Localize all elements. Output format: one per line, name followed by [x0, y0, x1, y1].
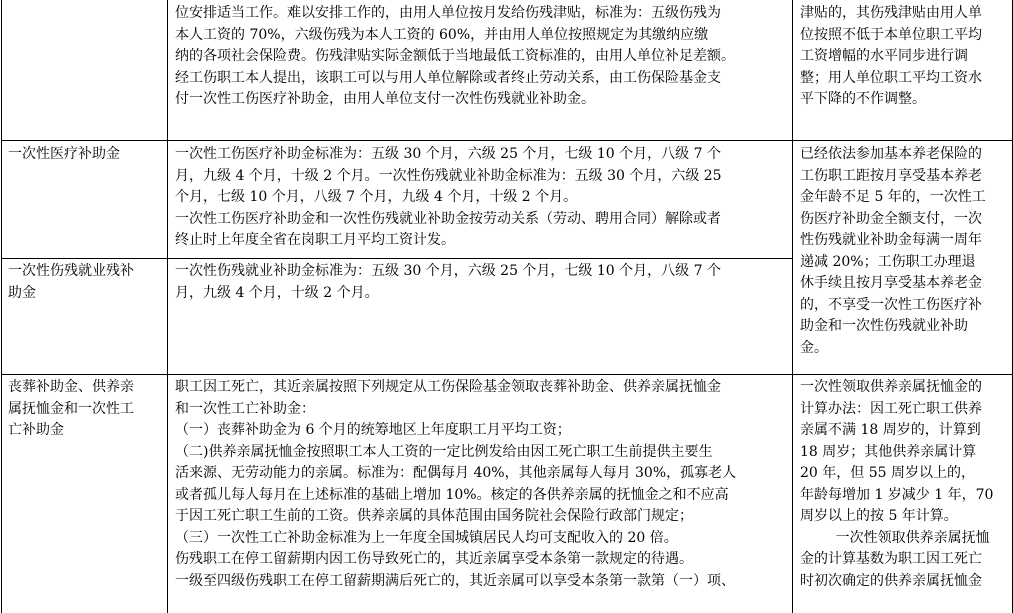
row-label-medical-subsidy: 一次性医疗补助金 [8, 146, 120, 162]
row-label-continuation [8, 3, 163, 137]
column-divider-2 [792, 0, 793, 613]
row-content-employment-subsidy: 一次性伤残就业补助金标准为：五级 30 个月，六级 25 个月，七级 10 个月，八级 7 个 月，九级 4 个月，十级 2 个月。 [175, 263, 721, 301]
row-note-pension-calculation: 一次性领取供养亲属抚恤金的 计算办法：因工死亡职工供养 亲属不满 18 周岁的，计算到 18 周岁；其他供养亲属计算 20 年，但 55 周岁以上的， 年龄每增加 1 岁减少 1 年，70 周岁以上的按 5 年计算。 一次性领取供养亲属抚恤 金的计算基数为职工因工死亡 时初次确定的供养亲属抚恤金 [800, 379, 994, 589]
row-divider-1 [2, 140, 1012, 141]
row-note-medical-and-employment-subsidy: 已经依法参加基本养老保险的 工伤职工距按月享受基本养老 金年龄不足 5 年的，一次性工 伤医疗补助金全额支付，一次 性伤残就业补助金每满一周年 递减 20%；工伤职工办理退 休手续且按月享受基本养老金 的，不享受一次性工伤医疗补 助金和一次性伤残就业补助 金。 [800, 146, 986, 356]
row-note-disability-allowance: 津贴的，其伤残津贴由用人单 位按照不低于本单位职工平均 工资增幅的水平同步进行调 整；用人单位职工平均工资水 平下降的不作调整。 [800, 5, 982, 107]
row-label-employment-subsidy: 一次性伤残就业残补 助金 [8, 263, 134, 301]
column-divider-1 [167, 0, 168, 613]
row-content-funeral-and-death-benefits: 职工因工死亡，其近亲属按照下列规定从工伤保险基金领取丧葬补助金、供养亲属抚恤金 和一次性工亡补助金： （一）丧葬补助金为 6 个月的统筹地区上年度职工月平均工资； （二)供养亲属抚恤金按照职工本人工资的一定比例发给由因工死亡职工生前提供主要生 活来源、无劳动能力的亲属。标准为：配偶每月 40%，其他亲属每人每月 30%，孤寡老人 或者孤儿每人每月在上述标准的基础上增加 10%。核定的各供养亲属的抚恤金之和不应高 于因工死亡职工生前的工资。供养亲属的具体范围由国务院社会保险行政部门规定； （三）一次性工亡补助金标准为上一年度全国城镇居民人均可支配收入的 20 倍。 伤残职工在停工留薪期内因工伤导致死亡的，其近亲属享受本条第一款规定的待遇。 一级至四级伤残职工在停工留薪期满后死亡的，其近亲属可以享受本条第一款第（一）项、 [175, 379, 737, 589]
row-content-medical-subsidy: 一次性工伤医疗补助金标准为：五级 30 个月，六级 25 个月，七级 10 个月，八级 7 个 月，九级 4 个月，十级 2 个月。一次性伤残就业补助金标准为：五级 30 个月，六级 25 个月，七级 10 个月，八级 7 个月，九级 4 个月，十级 2 个月。 一次性工伤医疗补助金和一次性伤残就业补助金按劳动关系（劳动、聘用合同）解除或者 终止时上年度全省在岗职工月平均工资计发。 [175, 146, 722, 248]
row-content-disability-allowance: 位安排适当工作。难以安排工作的，由用人单位按月发给伤残津贴，标准为：五级伤残为 本人工资的 70%，六级伤残为本人工资的 60%，并由用人单位按照规定为其缴纳应缴 纳的各项社会保险费。伤残津贴实际金额低于当地最低工资标准的，由用人单位补足差额。 经工伤职工本人提出，该职工可以与用人单位解除或者终止劳动关系，由工伤保险基金支 付一次性工伤医疗补助金，由用人单位支付一次性伤残就业补助金。 [175, 5, 735, 107]
row-divider-3 [2, 374, 1012, 375]
row-label-funeral-and-death-benefits: 丧葬补助金、供养亲 属抚恤金和一次性工 亡补助金 [8, 379, 134, 438]
benefits-table [1, 0, 1013, 613]
row-divider-2 [2, 258, 792, 259]
